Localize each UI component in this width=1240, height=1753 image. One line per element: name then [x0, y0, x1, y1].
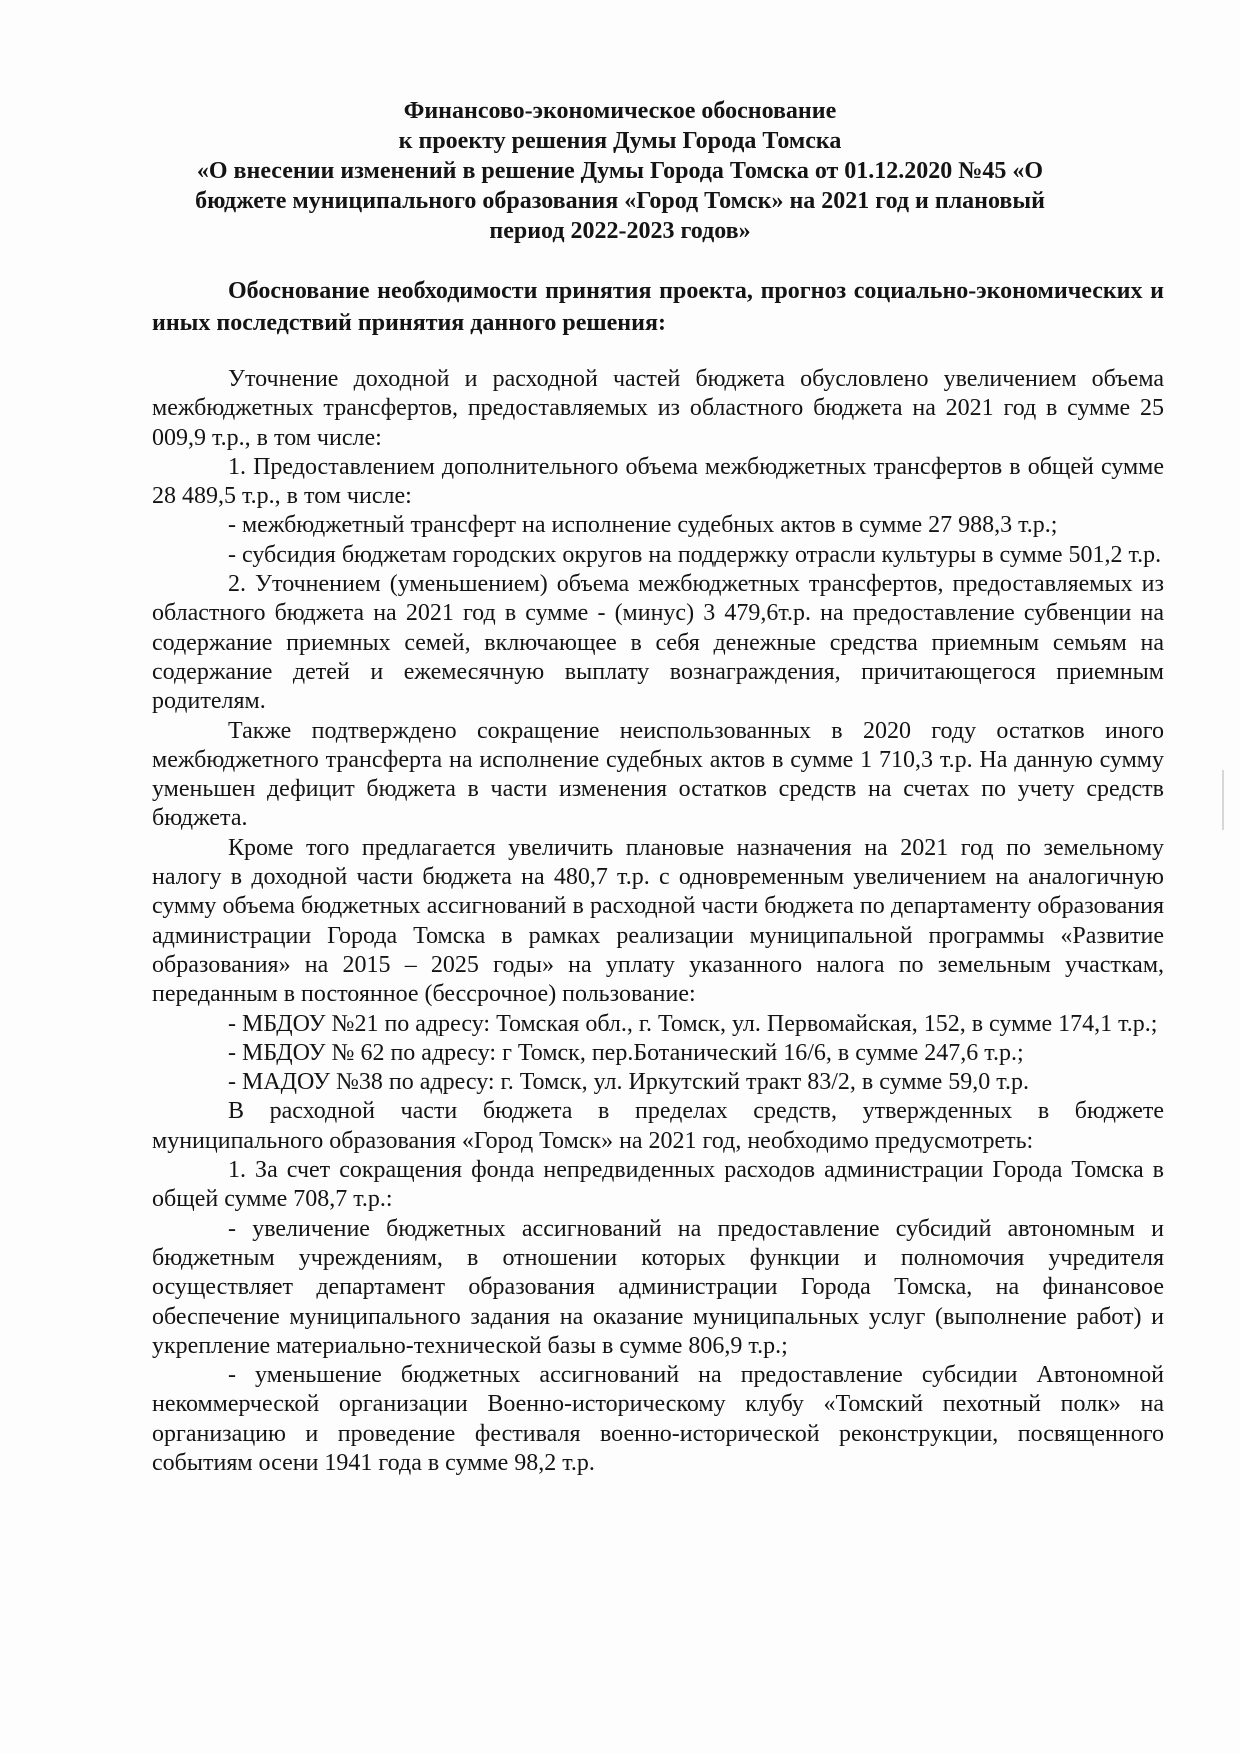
paragraph: 2. Уточнением (уменьшением) объема межбюджетных трансфертов, предоставляемых из областного бюджета на 2021 год в сумме - (минус) 3 479,6т.р. на предоставление субвенции на содержание приемных семей, включающее в себя денежные средства приемным семьям на содержание детей и ежемесячную выплату вознаграждения, причитающегося приемным родителям.: [152, 571, 1164, 715]
document-body: [152, 365, 1164, 1478]
list-item: - МАДОУ №38 по адресу: г. Томск, ул. Иркутский тракт 83/2, в сумме 59,0 т.р.: [228, 1069, 1029, 1096]
title-line-1: Финансово-экономическое обоснование: [403, 98, 837, 124]
section-heading: Обоснование необходимости принятия проекта, прогноз социально-экономических и иных последствий принятия данного решения:: [152, 278, 1164, 336]
scan-artifact: [1222, 770, 1224, 830]
paragraph: В расходной части бюджета в пределах средств, утвержденных в бюджете муниципального образования «Город Томск» на 2021 год, необходимо предусмотреть:: [152, 1098, 1164, 1154]
title-line-4: бюджете муниципального образования «Город Томск» на 2021 год и плановый: [195, 188, 1045, 214]
paragraph: Также подтверждено сокращение неиспользованных в 2020 году остатков иного межбюджетного трансферта на исполнение судебных актов в сумме 1 710,3 т.р. На данную сумму уменьшен дефицит бюджета в части изменения остатков средств на счетах по учету средств бюджета.: [152, 717, 1164, 832]
list-item: - МБДОУ №21 по адресу: Томская обл., г. Томск, ул. Первомайская, 152, в сумме 174,1 т.р.;: [228, 1010, 1158, 1037]
list-item: - МБДОУ № 62 по адресу: г Томск, пер.Ботанический 16/6, в сумме 247,6 т.р.;: [228, 1039, 1024, 1066]
paragraph: Уточнение доходной и расходной частей бюджета обусловлено увеличением объема межбюджетных трансфертов, предоставляемых из областного бюджета на 2021 год в сумме 25 009,9 т.р., в том числе:: [152, 366, 1164, 451]
title-line-2: к проекту решения Думы Города Томска: [398, 128, 842, 154]
list-item: - увеличение бюджетных ассигнований на предоставление субсидий автономным и бюджетным учреждениям, в отношении которых функции и полномочия учредителя осуществляет департамент образования администрации Города Томска, на финансовое обеспечение муниципального задания на оказание муниципальных услуг (выполнение работ) и укрепление материально-технической базы в сумме 806,9 т.р.;: [152, 1215, 1164, 1359]
list-item: - субсидия бюджетам городских округов на поддержку отрасли культуры в сумме 501,2 т.р.: [228, 541, 1162, 568]
list-item: - уменьшение бюджетных ассигнований на предоставление субсидии Автономной некоммерческой организации Военно-историческому клубу «Томский пехотный полк» на организацию и проведение фестиваля военно-исторической реконструкции, посвященного событиям осени 1941 года в сумме 98,2 т.р.: [152, 1362, 1164, 1476]
document-title: [160, 96, 1080, 246]
list-item: - межбюджетный трансферт на исполнение судебных актов в сумме 27 988,3 т.р.;: [228, 512, 1058, 539]
paragraph: Кроме того предлагается увеличить плановые назначения на 2021 год по земельному налогу в доходной части бюджета на 480,7 т.р. с одновременным увеличением на аналогичную сумму объема бюджетных ассигнований в расходной части бюджета по департаменту образования администрации Города Томска в рамках реализации муниципальной программы «Развитие образования» на 2015 – 2025 годы» на уплату указанного налога по земельным участкам, переданным в постоянное (бессрочное) пользование:: [152, 834, 1164, 1008]
title-line-5: период 2022-2023 годов»: [489, 218, 751, 244]
paragraph: 1. Предоставлением дополнительного объема межбюджетных трансфертов в общей сумме 28 489,5 т.р., в том числе:: [152, 453, 1164, 510]
title-line-3: «О внесении изменений в решение Думы Города Томска от 01.12.2020 №45 «О: [196, 158, 1044, 184]
paragraph: 1. За счет сокращения фонда непредвиденных расходов администрации Города Томска в общей сумме 708,7 т.р.:: [152, 1157, 1164, 1213]
